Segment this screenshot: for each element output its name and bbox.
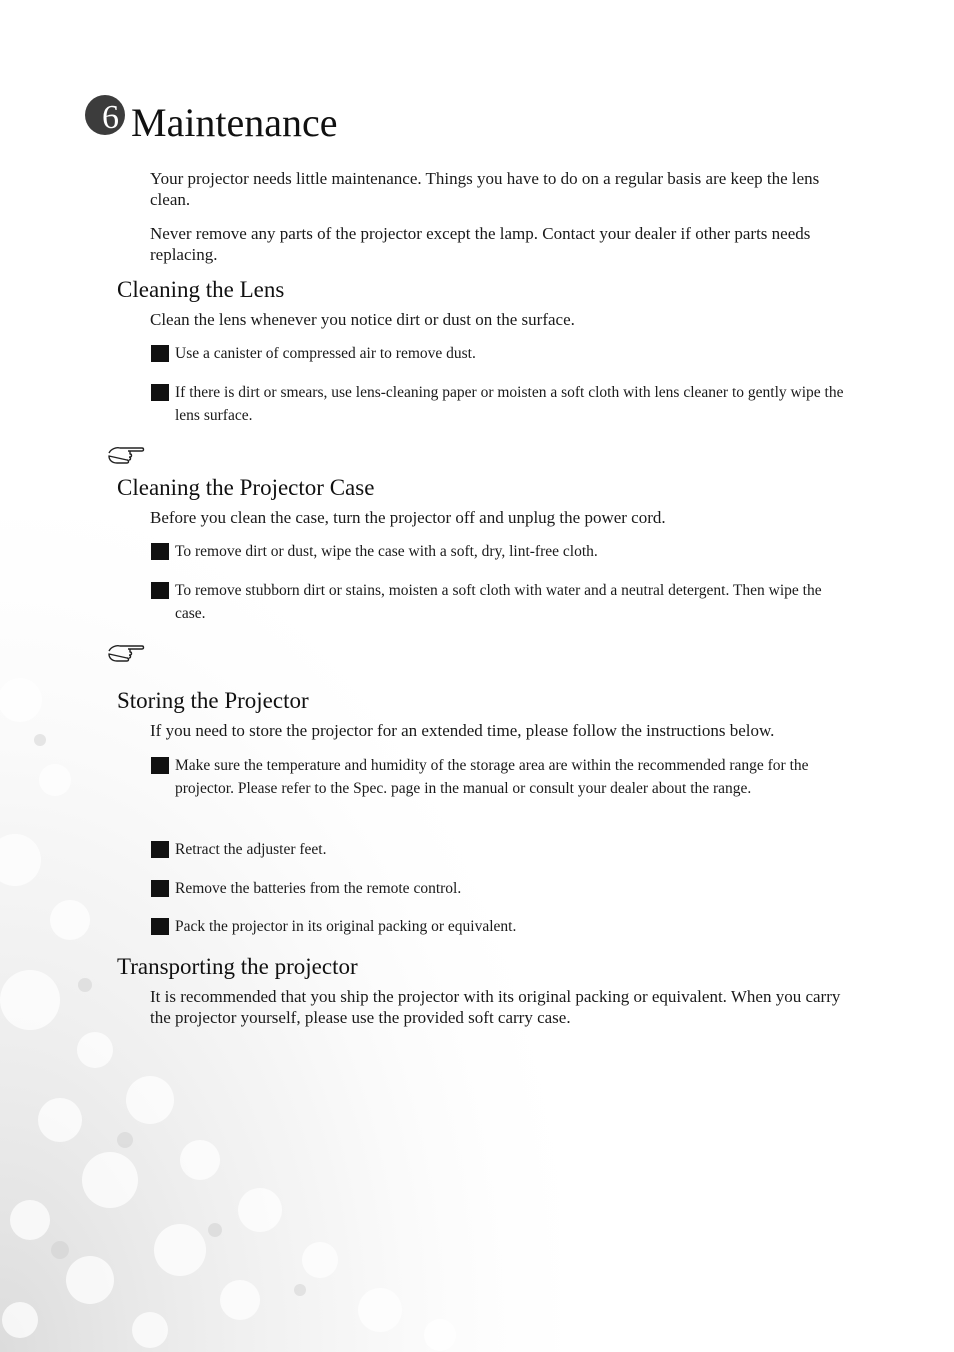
bullet-text: Pack the projector in its original packing or equivalent. (175, 918, 517, 935)
bullet-item (150, 540, 850, 563)
section-text: Before you clean the case, turn the projector off and unplug the power cord. (150, 508, 666, 527)
square-bullet-icon (151, 543, 169, 560)
section-heading-cleaning-lens: Cleaning the Lens (117, 277, 285, 302)
bullet-item (150, 342, 850, 365)
square-bullet-icon (151, 880, 169, 897)
bullet-text: To remove dirt or dust, wipe the case with a soft, dry, lint-free cloth. (175, 543, 598, 560)
intro-paragraph: Your projector needs little maintenance. Things you have to do on a regular basis are keep the lens clean. (150, 169, 820, 209)
square-bullet-icon (151, 757, 169, 774)
bullet-item (150, 579, 850, 625)
bullet-text: To remove stubborn dirt or stains, moisten a soft cloth with water and a neutral detergent. Then wipe the case. (175, 582, 822, 622)
section-heading-storing: Storing the Projector (117, 688, 309, 713)
bullet-text: Make sure the temperature and humidity of the storage area are within the recommended range for the projector. Please refer to the Spec. page in the manual or consult your dealer about the range. (175, 757, 809, 797)
section-heading-transporting: Transporting the projector (117, 954, 358, 979)
square-bullet-icon (151, 841, 169, 858)
pointing-hand-note-icon (108, 641, 146, 663)
chapter-number-badge: 6 (85, 95, 125, 135)
intro-paragraph: Never remove any parts of the projector except the lamp. Contact your dealer if other parts needs replacing. (150, 224, 811, 264)
bullet-text: Use a canister of compressed air to remove dust. (175, 345, 476, 362)
square-bullet-icon (151, 384, 169, 401)
bullet-text: If there is dirt or smears, use lens-cleaning paper or moisten a soft cloth with lens cleaner to gently wipe the lens surface. (175, 384, 844, 424)
pointing-hand-note-icon (108, 443, 146, 465)
bullet-item (150, 754, 850, 800)
section-text: It is recommended that you ship the projector with its original packing or equivalent. When you carry the projector yourself, please use the provided soft carry case. (150, 987, 841, 1027)
section-heading-cleaning-case: Cleaning the Projector Case (117, 475, 375, 500)
bullet-item (150, 877, 850, 900)
bullet-item (150, 915, 850, 938)
bullet-item (150, 381, 850, 427)
bullet-item (150, 838, 850, 861)
chapter-title: Maintenance (131, 100, 338, 145)
square-bullet-icon (151, 582, 169, 599)
section-text: If you need to store the projector for an extended time, please follow the instructions below. (150, 721, 775, 740)
section-text: Clean the lens whenever you notice dirt or dust on the surface. (150, 310, 575, 329)
square-bullet-icon (151, 345, 169, 362)
square-bullet-icon (151, 918, 169, 935)
bullet-text: Retract the adjuster feet. (175, 841, 327, 858)
bullet-text: Remove the batteries from the remote control. (175, 880, 462, 897)
